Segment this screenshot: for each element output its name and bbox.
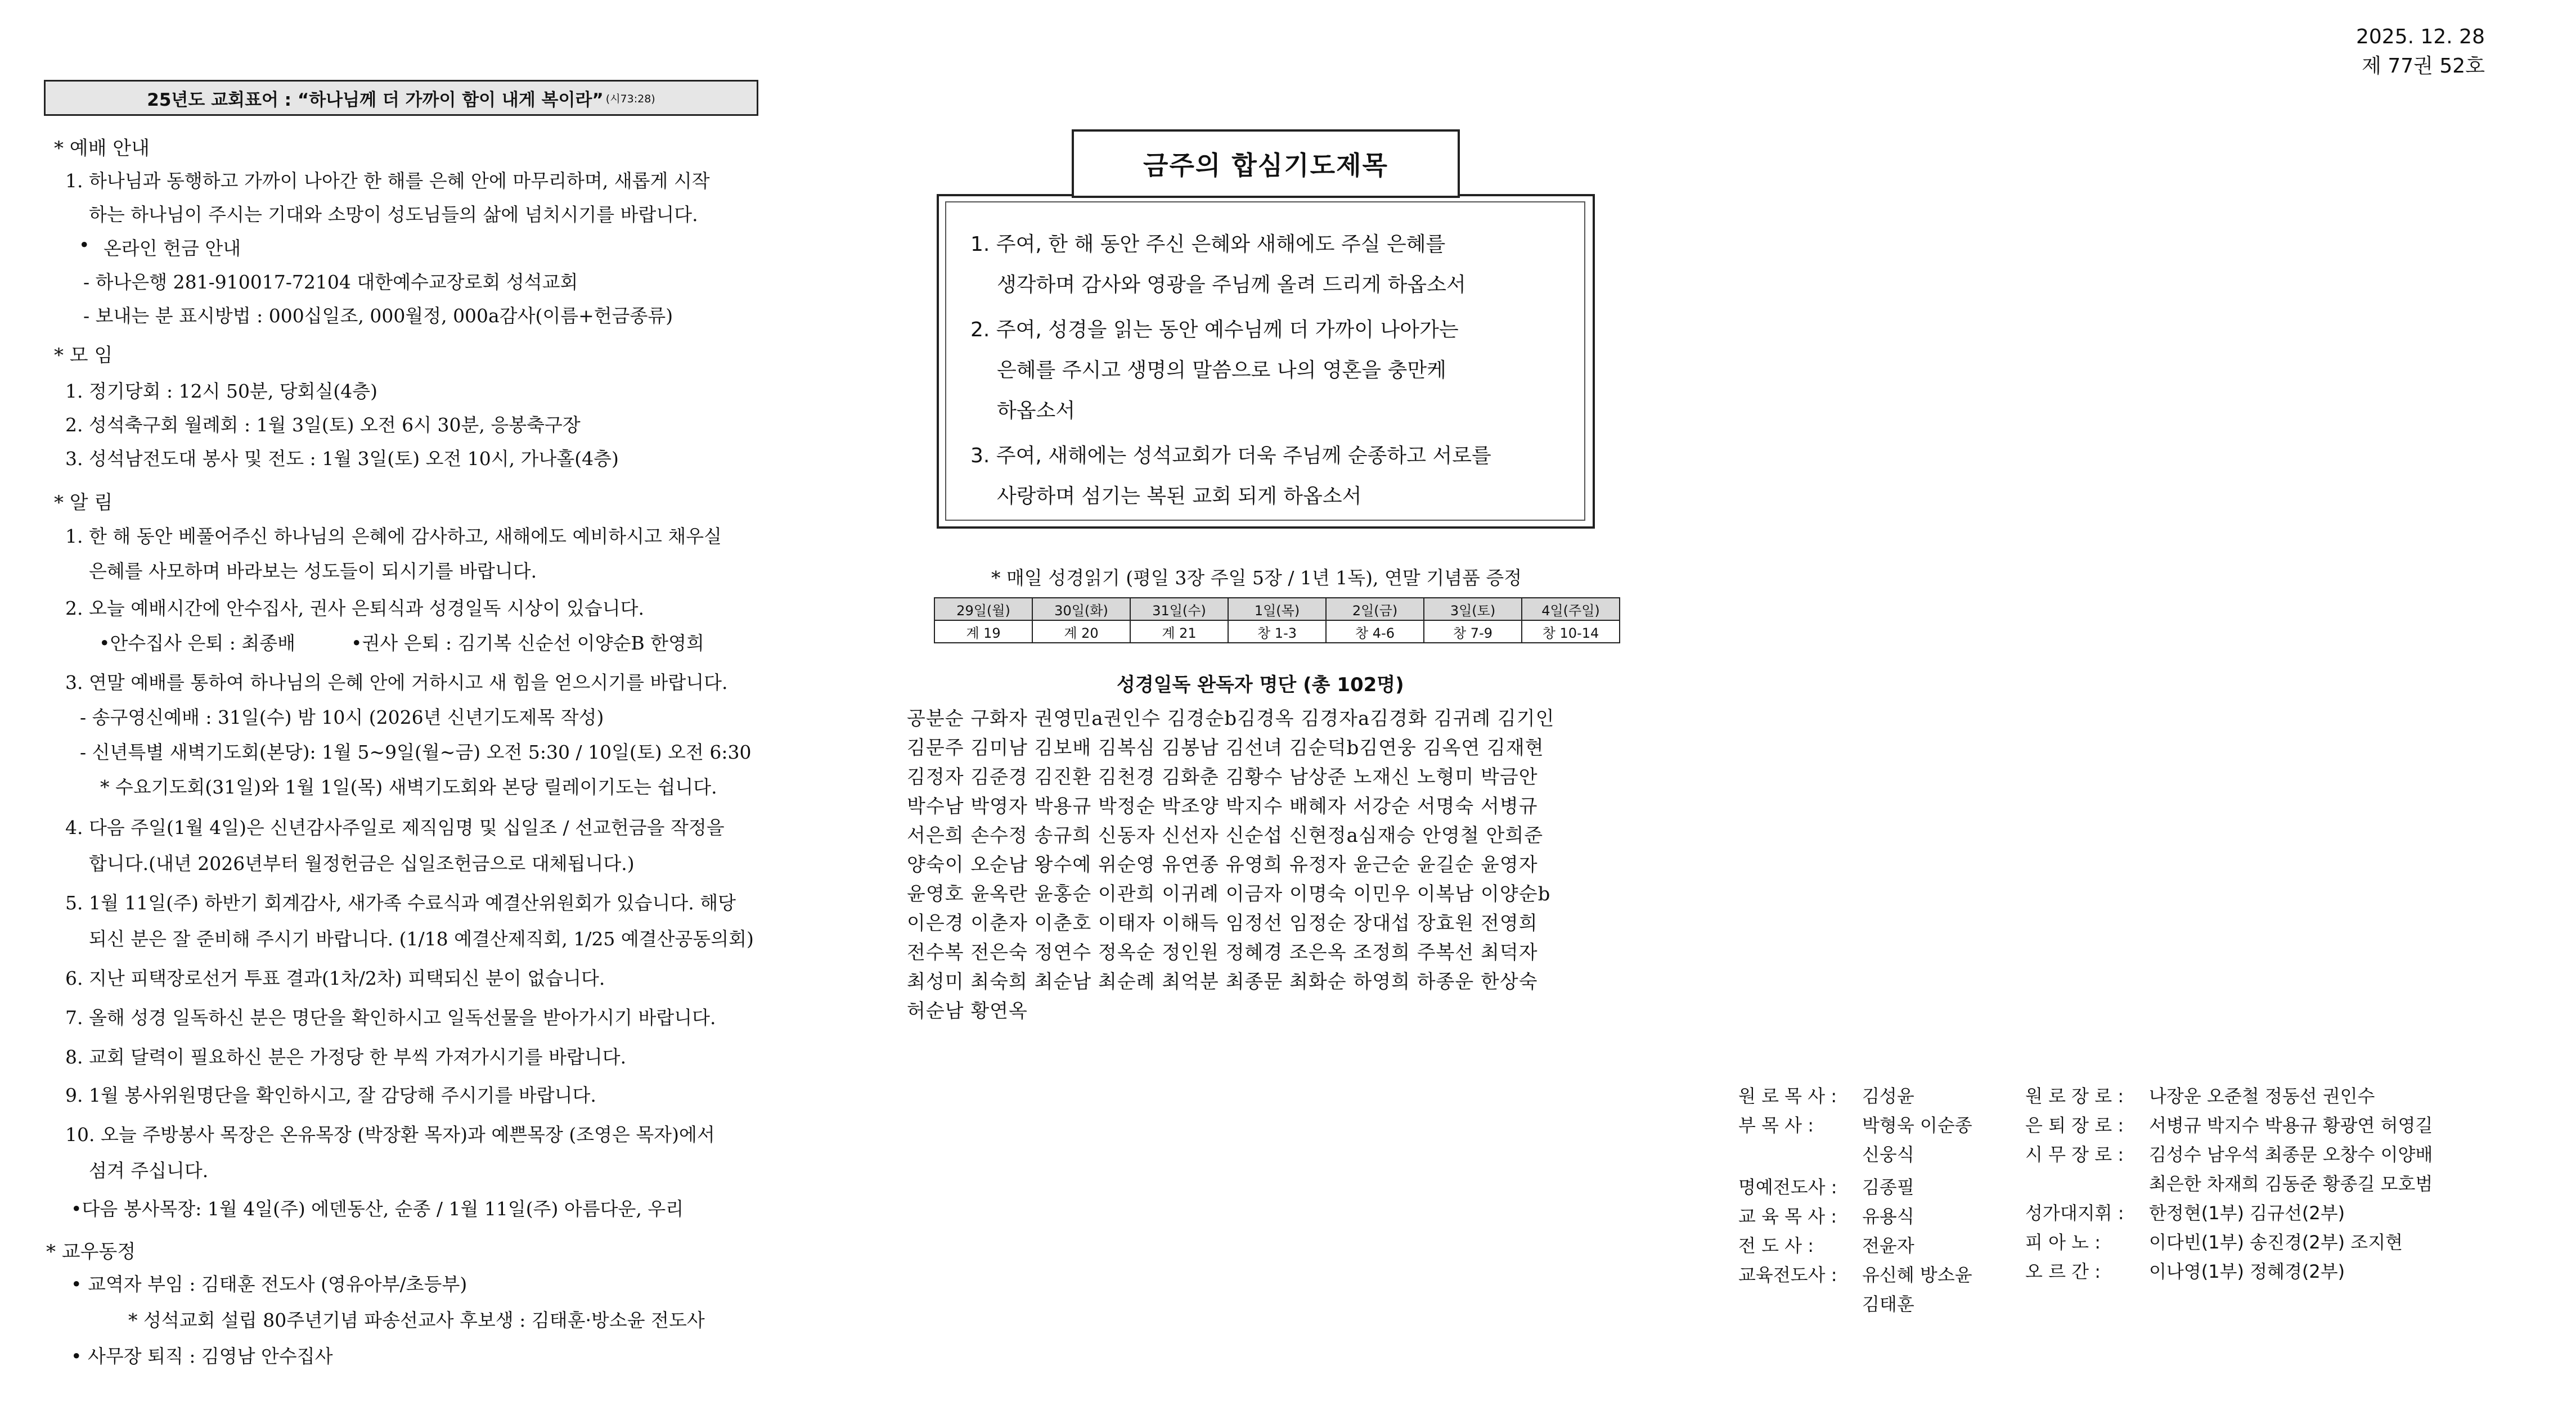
member-news-2: • 사무장 퇴직 : 김영남 안수집사: [71, 1345, 333, 1367]
reading-chapter: 창 7-9: [1424, 620, 1522, 643]
notice-item-6: 6. 지난 피택장로선거 투표 결과(1차/2차) 피택되신 분이 없습니다.: [65, 967, 605, 989]
reading-chapter: 계 21: [1130, 620, 1228, 643]
reading-day: 31일(수): [1130, 598, 1228, 620]
motto-reference: (시73:28): [605, 92, 655, 105]
notice-item-4-cont: 합니다.(내년 2026년부터 월정헌금은 십일조헌금으로 대체됩니다.): [89, 853, 635, 874]
notice-item-5-cont: 되신 분은 잘 준비해 주시기 바랍니다. (1/18 예결산제직회, 1/25 예결산공동의회): [89, 928, 754, 950]
staff-role: 교육전도사 :: [1738, 1264, 1837, 1286]
notice-item-5: 5. 1월 11일(주) 하반기 회계감사, 새가족 수료식과 예결산위원회가 있습니다. 해당: [65, 892, 736, 914]
prayer-item-2-cont: 은혜를 주시고 생명의 말씀으로 나의 영혼을 충만케: [997, 359, 1446, 382]
staff-names: 김성윤: [1862, 1085, 1914, 1107]
prayer-item-3: 3. 주여, 새해에는 성석교회가 더욱 주님께 순종하고 서로를: [970, 444, 1491, 467]
worship-section-title: * 예배 안내: [54, 137, 150, 160]
member-news-1: • 교역자 부임 : 김태훈 전도사 (영유아부/초등부): [71, 1273, 467, 1295]
reading-day: 1일(목): [1228, 598, 1326, 620]
completers-row: 박수남 박영자 박용규 박정순 박조양 박지수 배혜자 서강순 서명숙 서병규: [907, 795, 1538, 818]
reading-chapter: 창 10-14: [1522, 620, 1620, 643]
staff-names: 유신혜 방소윤: [1862, 1264, 1972, 1286]
notice-item-10: 10. 오늘 주방봉사 목장은 온유목장 (박장환 목자)과 예쁜목장 (조영은 목자)에서: [65, 1124, 715, 1146]
notice-item-10-next: •다음 봉사목장: 1월 4일(주) 에덴동산, 순종 / 1월 11일(주) 아름다운, 우리: [71, 1198, 684, 1220]
staff-names: 유용식: [1862, 1206, 1914, 1227]
staff-names: 이다빈(1부) 송진경(2부) 조지현: [2149, 1232, 2403, 1253]
completers-row: 김정자 김준경 김진환 김천경 김화춘 김황수 남상준 노재신 노형미 박금안: [907, 766, 1538, 788]
reading-days-row: [934, 598, 1620, 620]
staff-names: 박형욱 이순종: [1862, 1115, 1972, 1136]
notice-item-7: 7. 올해 성경 일독하신 분은 명단을 확인하시고 일독선물을 받아가시기 바랍니다.: [65, 1007, 716, 1029]
meeting-item-1: 1. 정기당회 : 12시 50분, 당회실(4층): [65, 380, 378, 402]
motto-text: 25년도 교회표어 : “하나님께 더 가까이 함이 내게 복이라”: [147, 89, 604, 110]
completers-row: 최성미 최숙희 최순남 최순례 최억분 최종문 최화순 하영희 하종운 한상숙: [907, 971, 1538, 993]
notice-item-10-cont: 섬겨 주십니다.: [89, 1160, 209, 1182]
online-bank-account: - 하나은행 281-910017-72104 대한예수교장로회 성석교회: [83, 271, 578, 293]
staff-role: 전 도 사 :: [1738, 1235, 1814, 1256]
meeting-item-3: 3. 성석남전도대 봉사 및 전도 : 1월 3일(토) 오전 10시, 가나홀(4층): [65, 448, 619, 470]
reading-day: 4일(주일): [1522, 598, 1620, 620]
completers-row: 이은경 이춘자 이춘호 이태자 이해득 임정선 임정순 장대섭 장효원 전영희: [907, 912, 1538, 935]
staff-names: 한정현(1부) 김규선(2부): [2149, 1202, 2345, 1224]
notice-item-3-dawn-prayer: - 신년특별 새벽기도회(본당): 1월 5~9일(월~금) 오전 5:30 / 10일(토) 오전 6:30: [80, 741, 752, 763]
notice-item-2-kwonsa: •권사 은퇴 : 김기복 신순선 이양순B 한영희: [351, 632, 704, 654]
meeting-item-2: 2. 성석축구회 월례회 : 1월 3일(토) 오전 6시 30분, 응봉축구장: [65, 414, 581, 436]
reading-chapter: 창 1-3: [1228, 620, 1326, 643]
notice-item-3: 3. 연말 예배를 통하여 하나님의 은혜 안에 거하시고 새 힘을 얻으시기를 바랍니다.: [65, 671, 728, 693]
completers-row: 김문주 김미남 김보배 김복심 김봉남 김선녀 김순덕b김연웅 김옥연 김재현: [907, 737, 1544, 759]
worship-item-1: 1. 하나님과 동행하고 가까이 나아간 한 해를 은혜 안에 마무리하며, 새롭게 시작: [65, 170, 710, 192]
staff-role: 명예전도사 :: [1738, 1176, 1837, 1198]
online-bullet: •: [79, 234, 90, 256]
notice-item-8: 8. 교회 달력이 필요하신 분은 가정당 한 부씩 가져가시기를 바랍니다.: [65, 1046, 627, 1068]
completers-row: 서은희 손수정 송규희 신동자 신선자 신순섭 신현정a심재승 안영철 안희준: [907, 824, 1544, 847]
bible-reading-table: [934, 597, 1620, 643]
prayer-item-3-cont: 사랑하며 섬기는 복된 교회 되게 하옵소서: [997, 485, 1362, 508]
prayer-item-2-cont2: 하옵소서: [997, 399, 1076, 422]
staff-role: 시 무 장 로 :: [2025, 1144, 2124, 1165]
staff-names: 이나영(1부) 정혜경(2부): [2149, 1261, 2345, 1282]
staff-names: 서병규 박지수 박용규 황광연 허영길: [2149, 1115, 2433, 1136]
reading-chapter: 창 4-6: [1326, 620, 1424, 643]
bulletin-issue: 제 77권 52호: [2362, 55, 2485, 78]
prayer-item-1-cont: 생각하며 감사와 영광을 주님께 올려 드리게 하옵소서: [997, 273, 1466, 296]
staff-role: 성가대지휘 :: [2025, 1202, 2124, 1224]
bulletin-date: 2025. 12. 28: [2355, 25, 2485, 48]
staff-role: 피 아 노 :: [2025, 1232, 2101, 1253]
staff-role: 원 로 장 로 :: [2025, 1085, 2124, 1107]
notice-item-1: 1. 한 해 동안 베풀어주신 하나님의 은혜에 감사하고, 새해에도 예비하시고 채우실: [65, 525, 722, 547]
reading-day: 29일(월): [934, 598, 1032, 620]
staff-names: 최은한 차재희 김동준 황종길 모호범: [2149, 1173, 2433, 1194]
completers-title: 성경일독 완독자 명단 (총 102명): [1117, 674, 1404, 696]
worship-item-1-cont: 하는 하나님이 주시는 기대와 소망이 성도님들의 삶에 넘치시기를 바랍니다.: [89, 204, 698, 226]
bible-reading-note: * 매일 성경읽기 (평일 3장 주일 5장 / 1년 1독), 연말 기념품 증정: [991, 567, 1522, 589]
staff-role: 교 육 목 사 :: [1738, 1206, 1837, 1227]
notice-item-3-newyear-eve: - 송구영신예배 : 31일(수) 밤 10시 (2026년 신년기도제목 작성): [80, 706, 604, 728]
meeting-section-title: * 모 임: [54, 344, 113, 367]
staff-names: 나장운 오준철 정동선 권인수: [2149, 1085, 2375, 1107]
completers-row: 윤영호 윤옥란 윤홍순 이관희 이귀례 이금자 이명숙 이민우 이복남 이양순b: [907, 883, 1551, 905]
notice-item-2: 2. 오늘 예배시간에 안수집사, 권사 은퇴식과 성경일독 시상이 있습니다.: [65, 597, 644, 619]
reading-day: 30일(화): [1032, 598, 1130, 620]
prayer-item-1: 1. 주여, 한 해 동안 주신 은혜와 새해에도 주실 은혜를: [970, 233, 1446, 256]
prayer-item-2: 2. 주여, 성경을 읽는 동안 예수님께 더 가까이 나아가는: [970, 318, 1459, 341]
church-motto-banner: [44, 80, 758, 116]
staff-role: 은 퇴 장 로 :: [2025, 1115, 2124, 1136]
completers-row: 양숙이 오순남 왕수예 위순영 유연종 유영희 유정자 윤근순 윤길순 윤영자: [907, 854, 1538, 876]
member-news-title: * 교우동정: [46, 1241, 136, 1263]
staff-names: 김태훈: [1862, 1293, 1914, 1315]
notice-item-1-cont: 은혜를 사모하며 바라보는 성도들이 되시기를 바랍니다.: [89, 560, 537, 582]
staff-names: 신웅식: [1862, 1144, 1914, 1165]
reading-day: 2일(금): [1326, 598, 1424, 620]
notice-section-title: * 알 림: [54, 492, 113, 514]
staff-names: 김성수 남우석 최종문 오창수 이양배: [2149, 1144, 2433, 1165]
staff-names: 전윤자: [1862, 1235, 1914, 1256]
notice-item-9: 9. 1월 봉사위원명단을 확인하시고, 잘 감당해 주시기를 바랍니다.: [65, 1084, 596, 1106]
staff-names: 김종필: [1862, 1176, 1914, 1198]
completers-row: 전수복 전은숙 정연수 정옥순 정인원 정혜경 조은옥 조정희 주복선 최덕자: [907, 941, 1538, 964]
reading-day: 3일(토): [1424, 598, 1522, 620]
member-news-1-note: * 성석교회 설립 80주년기념 파송선교사 후보생 : 김태훈·방소윤 전도사: [128, 1309, 705, 1331]
bulletin-date-block: [2356, 22, 2485, 81]
online-sender-format: - 보내는 분 표시방법 : 000십일조, 000월정, 000a감사(이름+헌금종류): [83, 305, 673, 327]
notice-item-2-deacon: •안수집사 은퇴 : 최종배: [99, 632, 295, 654]
reading-chapter: 계 19: [934, 620, 1032, 643]
prayer-title: 금주의 합심기도제목: [1072, 129, 1460, 198]
online-offering-title: 온라인 헌금 안내: [104, 237, 241, 259]
reading-chapters-row: [934, 620, 1620, 643]
staff-role: 부 목 사 :: [1738, 1115, 1814, 1136]
notice-item-3-note: * 수요기도회(31일)와 1월 1일(목) 새벽기도회와 본당 릴레이기도는 쉽니다.: [100, 776, 717, 798]
notice-item-4: 4. 다음 주일(1월 4일)은 신년감사주일로 제직임명 및 십일조 / 선교헌금을 작정을: [65, 817, 725, 839]
completers-row: 허순남 황연옥: [907, 1000, 1028, 1022]
completers-row: 공분순 구화자 권영민a권인수 김경순b김경옥 김경자a김경화 김귀례 김기인: [907, 707, 1555, 730]
staff-role: 오 르 간 :: [2025, 1261, 2101, 1282]
staff-role: 원 로 목 사 :: [1738, 1085, 1837, 1107]
reading-chapter: 계 20: [1032, 620, 1130, 643]
